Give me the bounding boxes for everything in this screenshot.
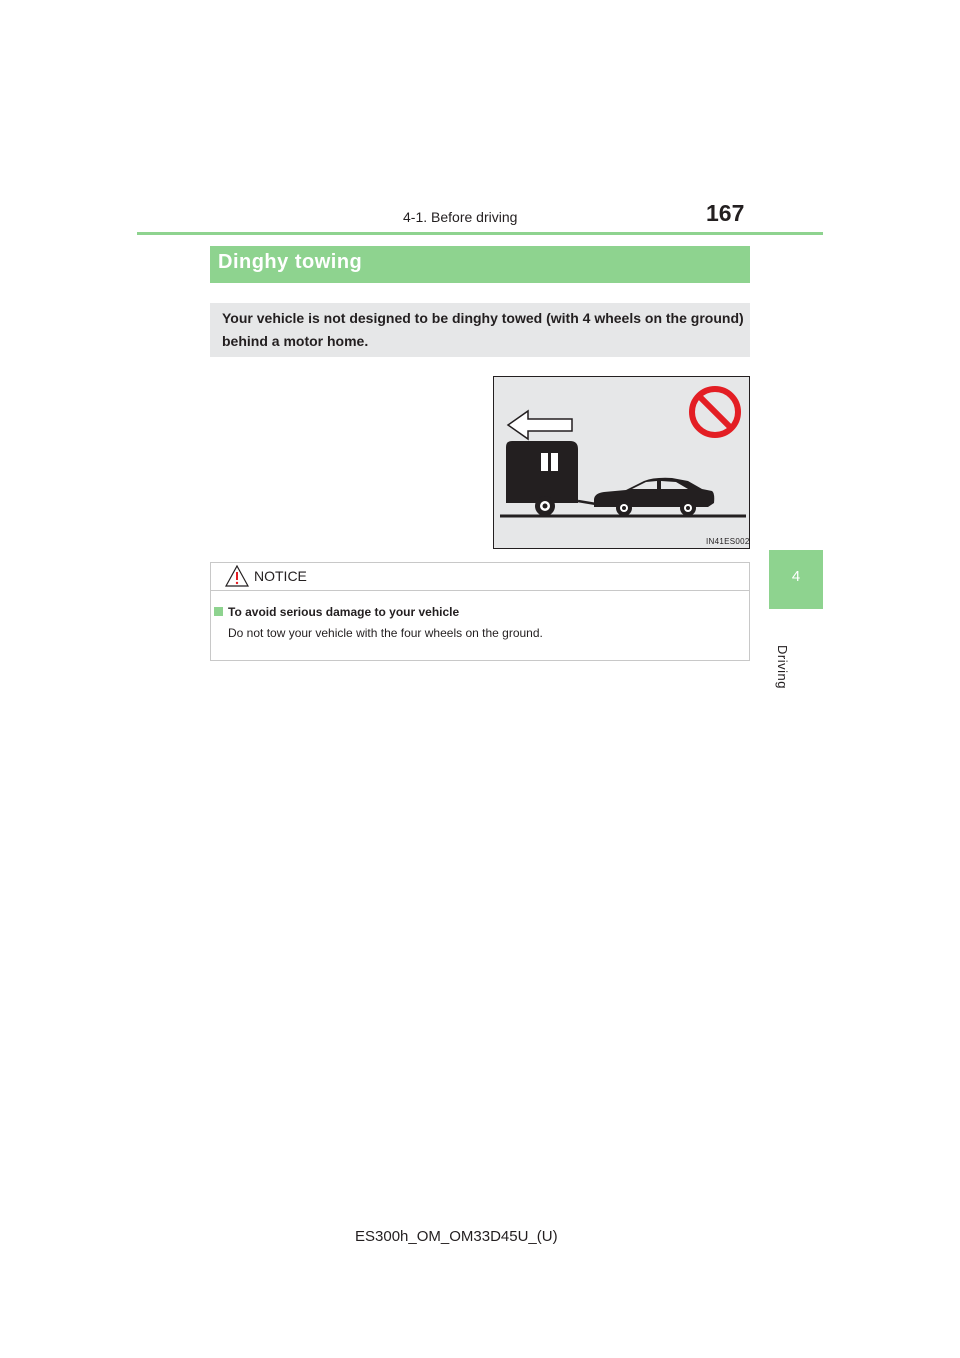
document-id: ES300h_OM_OM33D45U_(U) — [355, 1228, 558, 1245]
chapter-tab-number: 4 — [791, 568, 801, 585]
intro-text: Your vehicle is not designed to be dinghy towed (with 4 wheels on the ground) behind a motor home. — [222, 310, 744, 349]
notice-body: Do not tow your vehicle with the four wheels on the ground. — [228, 626, 543, 640]
figure-code: IN41ES002 — [706, 537, 750, 546]
chapter-tab-label: Driving — [775, 645, 790, 689]
direction-arrow-icon — [508, 411, 572, 439]
page-number: 167 — [706, 200, 745, 226]
notice-heading — [214, 605, 459, 619]
notice-heading-text: To avoid serious damage to your vehicle — [228, 605, 460, 619]
notice-label: NOTICE — [254, 568, 307, 584]
prohibition-icon — [692, 389, 738, 435]
sedan-icon — [594, 478, 714, 516]
towing-illustration — [493, 376, 750, 549]
header-section-title: 4-1. Before driving — [403, 209, 518, 225]
warning-triangle-icon — [225, 565, 249, 592]
header-rule — [137, 232, 823, 235]
bullet-square-icon — [214, 607, 223, 616]
section-title: Dinghy towing — [218, 251, 363, 273]
motor-home-icon — [506, 441, 596, 516]
notice-divider — [211, 590, 749, 591]
